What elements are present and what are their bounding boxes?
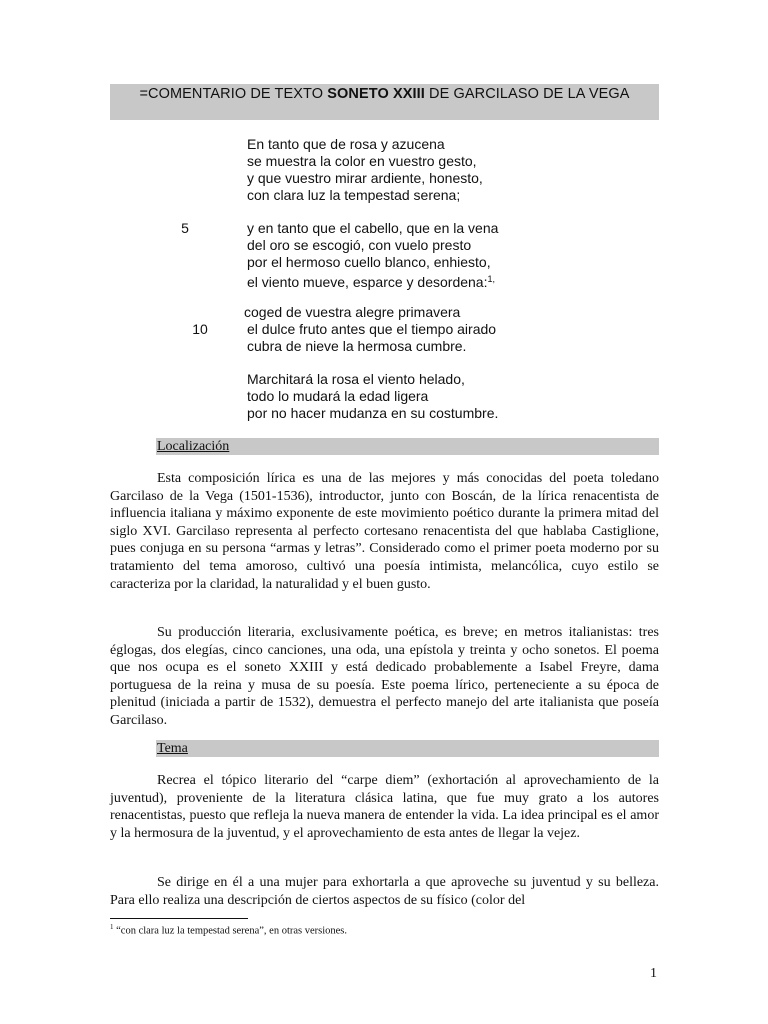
paragraph-localizacion-1: Esta composición lírica es una de las mejores y más conocidas del poeta toledano Garcilaso de la Vega (1501-1536), introductor, junto con Boscán, de la lírica renacentista de influencia italiana y máximo exponente de este movimiento poético durante la primera mitad del siglo XVI. Garcilaso representa al perfecto cortesano renacentista del que hablaba Castiglione, pues conjuga en su persona “armas y letras”. Considerado como el primer poeta moderno por su tratamiento del tema amoroso, cultivó una poesía intimista, melancólica, cuyo estilo se caracteriza por la claridad, la naturalidad y el buen gusto.	[110, 471, 659, 592]
stanza-3	[192, 304, 498, 355]
stanza-1	[247, 136, 498, 204]
poem-line-text: y en tanto que el cabello, que en la vena	[247, 220, 499, 236]
document-title	[110, 86, 659, 102]
footnote-text: “con clara luz la tempestad serena”, en otras versiones.	[113, 925, 348, 937]
stanza-2	[181, 220, 499, 290]
line-number-10: 10	[192, 321, 208, 337]
footnote-reference: 1,	[487, 274, 495, 284]
title-bar	[110, 84, 659, 120]
line-number-5: 5	[181, 220, 189, 236]
page-number: 1	[650, 966, 657, 981]
poem-line: del oro se escogió, con vuelo presto	[247, 237, 472, 253]
poem-line-text: el dulce fruto antes que el tiempo airado	[247, 321, 497, 337]
sonnet	[181, 136, 499, 438]
poem-line: Marchitará la rosa el viento helado,	[247, 371, 465, 387]
stanza-4	[247, 371, 498, 422]
poem-line: con clara luz la tempestad serena;	[247, 187, 461, 203]
poem-line	[181, 220, 499, 237]
footnote-divider	[110, 918, 248, 919]
poem-line: por no hacer mudanza en su costumbre.	[247, 405, 499, 421]
footnote-mark: 1	[110, 923, 114, 931]
title-prefix: =COMENTARIO DE TEXTO	[139, 86, 328, 102]
title-suffix: DE GARCILASO DE LA VEGA	[424, 86, 630, 102]
footnote	[110, 923, 347, 937]
poem-line	[247, 271, 498, 288]
poem-line: se muestra la color en vuestro gesto,	[247, 153, 477, 169]
paragraph-localizacion-2: Su producción literaria, exclusivamente poética, es breve; en metros italianistas: tres églogas, dos elegías, cinco canciones, una oda, una epístola y treinta y ocho sonetos. El poema que nos ocupa es el soneto XXIII y está dedicado probablemente a Isabel Freyre, dama portuguesa de la reina y musa de su poesía. Este poema lírico, perteneciente a su época de plenitud (iniciada a partir de 1532), demuestra el perfecto manejo del arte italianista que poseía Garcilaso.	[110, 625, 659, 728]
poem-line: cubra de nieve la hermosa cumbre.	[247, 338, 467, 354]
section-heading-localizacion	[156, 438, 659, 455]
poem-line: coged de vuestra alegre primavera	[244, 304, 461, 320]
title-bold: SONETO XXIII	[327, 86, 425, 102]
poem-line-text: el viento mueve, esparce y desordena:	[247, 274, 488, 290]
poem-line: todo lo mudará la edad ligera	[247, 388, 429, 404]
poem-line: y que vuestro mirar ardiente, honesto,	[247, 170, 483, 186]
paragraph-tema-2: Se dirige en él a una mujer para exhortarla a que aproveche su juventud y su belleza. Para ello realiza una descripción de ciertos aspectos de su físico (color del	[110, 875, 659, 908]
section-heading-tema	[156, 740, 659, 757]
poem-line	[192, 321, 498, 338]
poem-line: por el hermoso cuello blanco, enhiesto,	[247, 254, 491, 270]
poem-line: En tanto que de rosa y azucena	[247, 136, 445, 152]
section-heading-text: Tema	[157, 741, 188, 756]
section-heading-text: Localización	[157, 439, 230, 454]
paragraph-tema-1: Recrea el tópico literario del “carpe diem” (exhortación al aprovechamiento de la juventud), proveniente de la literatura clásica latina, que fue muy grato a los autores renacentistas, puesto que refleja la nueva manera de entender la vida. La idea principal es el amor y la hermosura de la juventud, y el aprovechamiento de esta antes de llegar la vejez.	[110, 773, 659, 841]
